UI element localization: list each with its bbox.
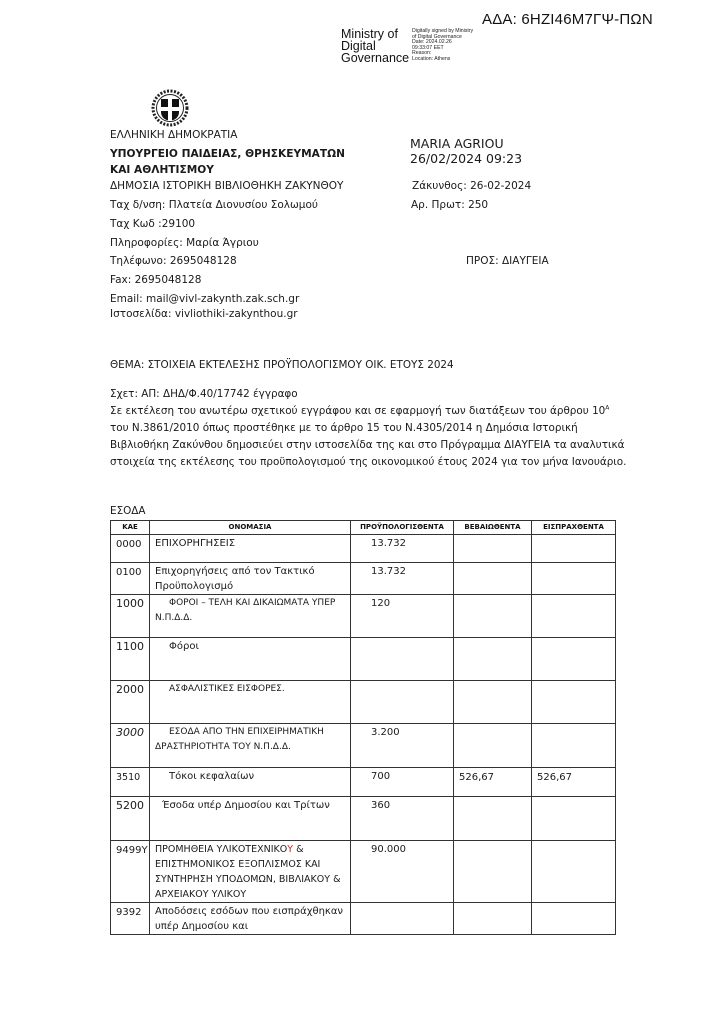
table-row	[111, 563, 616, 595]
table-row	[111, 841, 616, 903]
name-cell: Αποδόσεις εσόδων που εισπράχθηκαν υπέρ Δημοσίου και	[150, 903, 351, 935]
signer-org-line: Governance	[341, 51, 410, 65]
collected-cell	[532, 595, 616, 638]
name-cell	[150, 724, 351, 768]
certified-cell	[454, 681, 532, 724]
name-cell: Επιχορηγήσεις από τον Τακτικό Προϋπολογισμό	[150, 563, 351, 595]
signature-detail-line: Date: 2024.02.26	[412, 39, 452, 46]
postal-address: Ταχ δ/νση: Πλατεία Διονυσίου Σολωμού	[110, 199, 318, 211]
institution-name: ΔΗΜΟΣΙΑ ΙΣΤΟΡΙΚΗ ΒΙΒΛΙΟΘΗΚΗ ΖΑΚΥΝΘΟΥ	[110, 180, 344, 192]
collected-cell	[532, 903, 616, 935]
superscript: Α	[605, 404, 610, 412]
budgeted-cell: 700	[351, 768, 454, 797]
collected-cell	[532, 638, 616, 681]
table-row	[111, 638, 616, 681]
table-row	[111, 903, 616, 935]
column-header-collected: ΕΙΣΠΡΑΧΘΕΝΤΑ	[532, 521, 616, 535]
kae-cell: 1000	[111, 595, 150, 638]
kae-cell: 9392	[111, 903, 150, 935]
email-link[interactable]: Email: mail@vivl-zakynth.zak.sch.gr	[110, 293, 300, 305]
republic-label: ΕΛΛΗΝΙΚΗ ΔΗΜΟΚΡΑΤΙΑ	[110, 129, 238, 141]
signature-detail-line: Location: Athens	[412, 55, 451, 62]
name-cell	[150, 595, 351, 638]
budgeted-cell	[351, 903, 454, 935]
name-cell: Έσοδα υπέρ Δημοσίου και Τρίτων	[150, 797, 351, 841]
body-text-part: Σε εκτέλεση του ανωτέρω σχετικού εγγράφου και σε εφαρμογή των διατάξεων του άρθρου 10	[110, 405, 606, 417]
name-cell	[150, 768, 351, 797]
greek-coat-of-arms-icon	[150, 88, 190, 128]
table-section-title: ΕΣΟΔΑ	[110, 505, 146, 517]
budgeted-cell: 13.732	[351, 563, 454, 595]
signer-block	[410, 136, 522, 166]
kae-cell: 3000	[111, 724, 150, 768]
table-row	[111, 595, 616, 638]
name-text: Φόροι	[169, 641, 199, 652]
certified-cell	[454, 595, 532, 638]
collected-cell	[532, 724, 616, 768]
certified-cell	[454, 535, 532, 563]
column-header-kae: ΚΑΕ	[111, 521, 150, 535]
ministry-line-2: ΚΑΙ ΑΘΛΗΤΙΣΜΟΥ	[110, 164, 214, 176]
budgeted-cell: 13.732	[351, 535, 454, 563]
kae-cell: 5200	[111, 797, 150, 841]
website-link[interactable]: Ιστοσελίδα: vivliothiki-zakynthou.gr	[110, 308, 298, 320]
certified-cell	[454, 797, 532, 841]
kae-cell: 3510	[111, 768, 150, 797]
name-text: ΑΣΦΑΛΙΣΤΙΚΕΣ ΕΙΣΦΟΡΕΣ.	[169, 684, 285, 694]
contact-info: Πληροφορίες: Μαρία Άγριου	[110, 237, 259, 249]
collected-cell	[532, 797, 616, 841]
kae-cell: 2000	[111, 681, 150, 724]
phone-number: Τηλέφωνο: 2695048128	[110, 255, 237, 267]
signature-detail-line: Reason:	[412, 50, 432, 57]
certified-cell	[454, 841, 532, 903]
kae-cell: 1100	[111, 638, 150, 681]
budgeted-cell: 90.000	[351, 841, 454, 903]
postal-code: Ταχ Κωδ :29100	[110, 218, 196, 230]
budgeted-cell: 360	[351, 797, 454, 841]
budgeted-cell	[351, 681, 454, 724]
name-text: ΦΟΡΟΙ – ΤΕΛΗ ΚΑΙ ΔΙΚΑΙΩΜΑΤΑ ΥΠΕΡ Ν.Π.Δ.Δ.	[155, 598, 336, 623]
name-cell	[150, 681, 351, 724]
collected-cell: 526,67	[532, 768, 616, 797]
table-row	[111, 797, 616, 841]
certified-cell	[454, 563, 532, 595]
ada-code: ΑΔΑ: 6ΗΖΙ46Μ7ΓΨ-ΠΩΝ	[482, 11, 653, 28]
collected-cell	[532, 841, 616, 903]
digital-signature-details	[412, 29, 473, 63]
signature-detail-line: of Digital Governance	[412, 33, 462, 40]
table-row	[111, 724, 616, 768]
signer-organization	[341, 28, 409, 64]
kae-cell: 0000	[111, 535, 150, 563]
signer-org-line: Digital	[341, 39, 376, 53]
budgeted-cell: 3.200	[351, 724, 454, 768]
name-text: ΕΣΟΔΑ ΑΠΟ ΤΗΝ ΕΠΙΧΕΙΡΗΜΑΤΙΚΗ ΔΡΑΣΤΗΡΙΟΤΗΤΑ ΤΟΥ Ν.Π.Δ.Δ.	[155, 727, 324, 752]
signature-datetime: 26/02/2024 09:23	[410, 151, 523, 166]
signature-detail-line: Digitally signed by Ministry	[412, 28, 474, 34]
collected-cell	[532, 535, 616, 563]
name-text: Τόκοι κεφαλαίων	[169, 771, 255, 782]
name-text-highlight: Υ	[287, 844, 294, 855]
collected-cell	[532, 563, 616, 595]
kae-cell: 0100	[111, 563, 150, 595]
column-header-certified: ΒΕΒΑΙΩΘΕΝΤΑ	[454, 521, 532, 535]
reference-line: Σχετ: ΑΠ: ΔΗΔ/Φ.40/17742 έγγραφο	[110, 388, 298, 400]
table-row	[111, 535, 616, 563]
budgeted-cell: 120	[351, 595, 454, 638]
name-text: ΠΡΟΜΗΘΕΙΑ ΥΛΙΚΟΤΕΧΝΙΚΟ	[155, 844, 288, 855]
certified-cell: 526,67	[454, 768, 532, 797]
column-header-name: ΟΝΟΜΑΣΙΑ	[150, 521, 351, 535]
protocol-number: Αρ. Πρωτ: 250	[411, 199, 489, 211]
body-text-part: του Ν.3861/2010 όπως προστέθηκε με το άρθρο 15 του Ν.4305/2014 η Δημόσια Ιστορική Βιβλιοθήκη Ζακύνθου δημοσιεύει στην ιστοσελίδα της και στο Πρόγραμμα ΔΙΑΥΓΕΙΑ τα αναλυτικά στοιχεία της εκτέλεσης του προϋπολογισμού της οικονομικού έτους 2024 για τον μήνα Ιανουάριο.	[110, 422, 627, 468]
ministry-line-1: ΥΠΟΥΡΓΕΙΟ ΠΑΙΔΕΙΑΣ, ΘΡΗΣΚΕΥΜΑΤΩΝ	[110, 148, 345, 160]
name-text: & ΕΠΙΣΤΗΜΟΝΙΚΟΣ ΕΞΟΠΛΙΣΜΟΣ ΚΑΙ ΣΥΝΤΗΡΗΣΗ ΥΠΟΔΟΜΩΝ, ΒΙΒΛΙΑΚΟΥ & ΑΡΧΕΙΑΚΟΥ ΥΛΙΚΟΥ	[155, 844, 341, 900]
subject-line: ΘΕΜΑ: ΣΤΟΙΧΕΙΑ ΕΚΤΕΛΕΣΗΣ ΠΡΟΫΠΟΛΟΓΙΣΜΟΥ ΟΙΚ. ΕΤΟΥΣ 2024	[110, 359, 454, 371]
column-header-budgeted: ΠΡΟΫΠΟΛΟΓΙΣΘΕΝΤΑ	[351, 521, 454, 535]
fax-number: Fax: 2695048128	[110, 274, 202, 286]
place-date: Ζάκυνθος: 26-02-2024	[412, 180, 532, 192]
certified-cell	[454, 724, 532, 768]
recipient: ΠΡΟΣ: ΔΙΑΥΓΕΙΑ	[466, 255, 549, 267]
signer-org-line: Ministry of	[341, 27, 398, 41]
certified-cell	[454, 638, 532, 681]
name-cell	[150, 841, 351, 903]
table-row	[111, 681, 616, 724]
revenue-table	[110, 520, 616, 935]
signer-name: MARIA AGRIOU	[410, 136, 504, 151]
signature-detail-line: 09:33:07 EET	[412, 44, 444, 51]
name-cell: ΕΠΙΧΟΡΗΓΗΣΕΙΣ	[150, 535, 351, 563]
certified-cell	[454, 903, 532, 935]
body-paragraph	[110, 403, 630, 471]
table-row	[111, 768, 616, 797]
name-cell	[150, 638, 351, 681]
table-header-row	[111, 521, 616, 535]
budgeted-cell	[351, 638, 454, 681]
collected-cell	[532, 681, 616, 724]
kae-cell: 9499Υ	[111, 841, 150, 903]
